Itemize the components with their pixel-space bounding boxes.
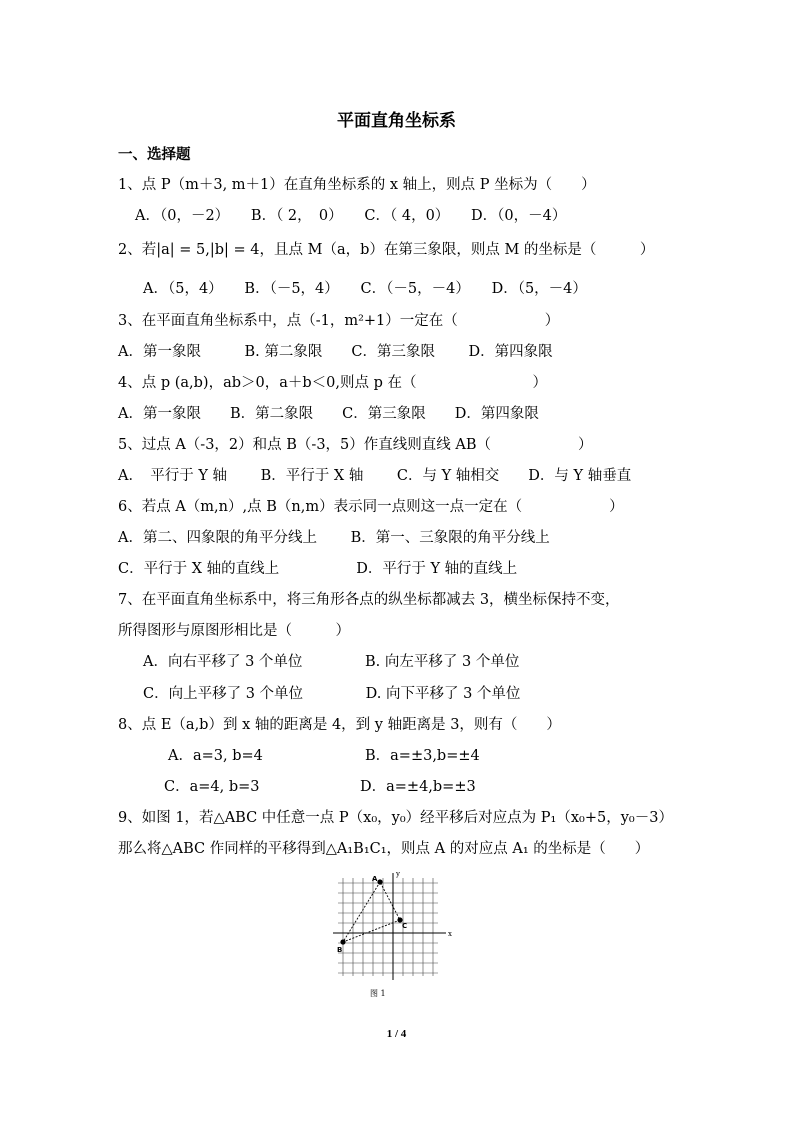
question-5: 5、过点 A（-3，2）和点 B（-3，5）作直线则直线 AB（ ） bbox=[118, 437, 593, 453]
question-8-option-d: D．a=±4,b=±3 bbox=[360, 779, 476, 795]
question-9: 9、如图 1，若△ABC 中任意一点 P（x₀，y₀）经平移后对应点为 P₁（x₀+5，y₀－3） bbox=[118, 810, 673, 826]
question-6-options-cd: C．平行于 X 轴的直线上 D．平行于 Y 轴的直线上 bbox=[118, 561, 518, 577]
question-5-options: A． 平行于 Y 轴 B．平行于 X 轴 C．与 Y 轴相交 D．与 Y 轴垂直 bbox=[118, 468, 632, 484]
question-8-option-c: C．a=4, b=3 bbox=[164, 779, 260, 795]
label-b: B bbox=[337, 946, 343, 954]
grid-lines bbox=[338, 878, 438, 976]
coordinate-grid-figure bbox=[328, 868, 458, 998]
page-title: 平面直角坐标系 bbox=[337, 111, 456, 131]
point-a bbox=[377, 879, 382, 884]
point-b bbox=[340, 939, 345, 944]
question-3: 3、在平面直角坐标系中，点（-1，m²+1）一定在（ ） bbox=[118, 313, 560, 329]
question-7-options-cd: C．向上平移了 3 个单位 D. 向下平移了 3 个单位 bbox=[143, 686, 521, 702]
question-7: 7、在平面直角坐标系中，将三角形各点的纵坐标都减去 3，横坐标保持不变， bbox=[118, 592, 620, 608]
figure-1 bbox=[328, 868, 458, 998]
question-8: 8、点 E（a,b）到 x 轴的距离是 4，到 y 轴距离是 3，则有（ ） bbox=[118, 717, 561, 733]
page-number: 1 / 4 bbox=[386, 1028, 407, 1040]
question-8-option-b: B．a=±3,b=±4 bbox=[365, 748, 480, 764]
question-2: 2、若|a| = 5,|b| = 4，且点 M（a，b）在第三象限，则点 M 的坐标是（ ） bbox=[118, 242, 655, 258]
question-7-options-ab: A．向右平移了 3 个单位 B. 向左平移了 3 个单位 bbox=[143, 654, 520, 670]
label-c: C bbox=[402, 922, 408, 930]
question-1: 1、点 P（m＋3, m＋1）在直角坐标系的 x 轴上，则点 P 坐标为（ ） bbox=[118, 177, 596, 193]
label-a: A bbox=[372, 875, 378, 883]
question-1-options: A．（0，－2） B．（ 2， 0） C．（ 4，0） D．（0，－4） bbox=[135, 208, 567, 224]
question-8-option-a: A．a=3, b=4 bbox=[168, 748, 263, 764]
question-3-options: A．第一象限 B. 第二象限 C．第三象限 D．第四象限 bbox=[118, 344, 553, 360]
x-axis-label: x bbox=[448, 930, 452, 938]
question-9-continued: 那么将△ABC 作同样的平移得到△A₁B₁C₁，则点 A 的对应点 A₁ 的坐标是（ ） bbox=[118, 841, 650, 857]
question-4: 4、点 p (a,b)，ab＞0，a＋b＜0,则点 p 在（ ） bbox=[118, 375, 547, 391]
section-heading: 一、选择题 bbox=[118, 147, 191, 163]
question-7-continued: 所得图形与原图形相比是（ ） bbox=[118, 623, 350, 639]
question-6: 6、若点 A（m,n）,点 B（n,m）表示同一点则这一点一定在（ ） bbox=[118, 499, 624, 515]
question-6-options-ab: A．第二、四象限的角平分线上 B．第一、三象限的角平分线上 bbox=[118, 530, 550, 546]
y-axis-label: y bbox=[396, 870, 400, 878]
question-2-options: A．（5，4） B．（－5，4） C．（－5，－4） D．（5，－4） bbox=[143, 281, 587, 297]
question-4-options: A．第一象限 B．第二象限 C．第三象限 D．第四象限 bbox=[118, 406, 539, 422]
figure-caption: 图 1 bbox=[370, 989, 386, 998]
